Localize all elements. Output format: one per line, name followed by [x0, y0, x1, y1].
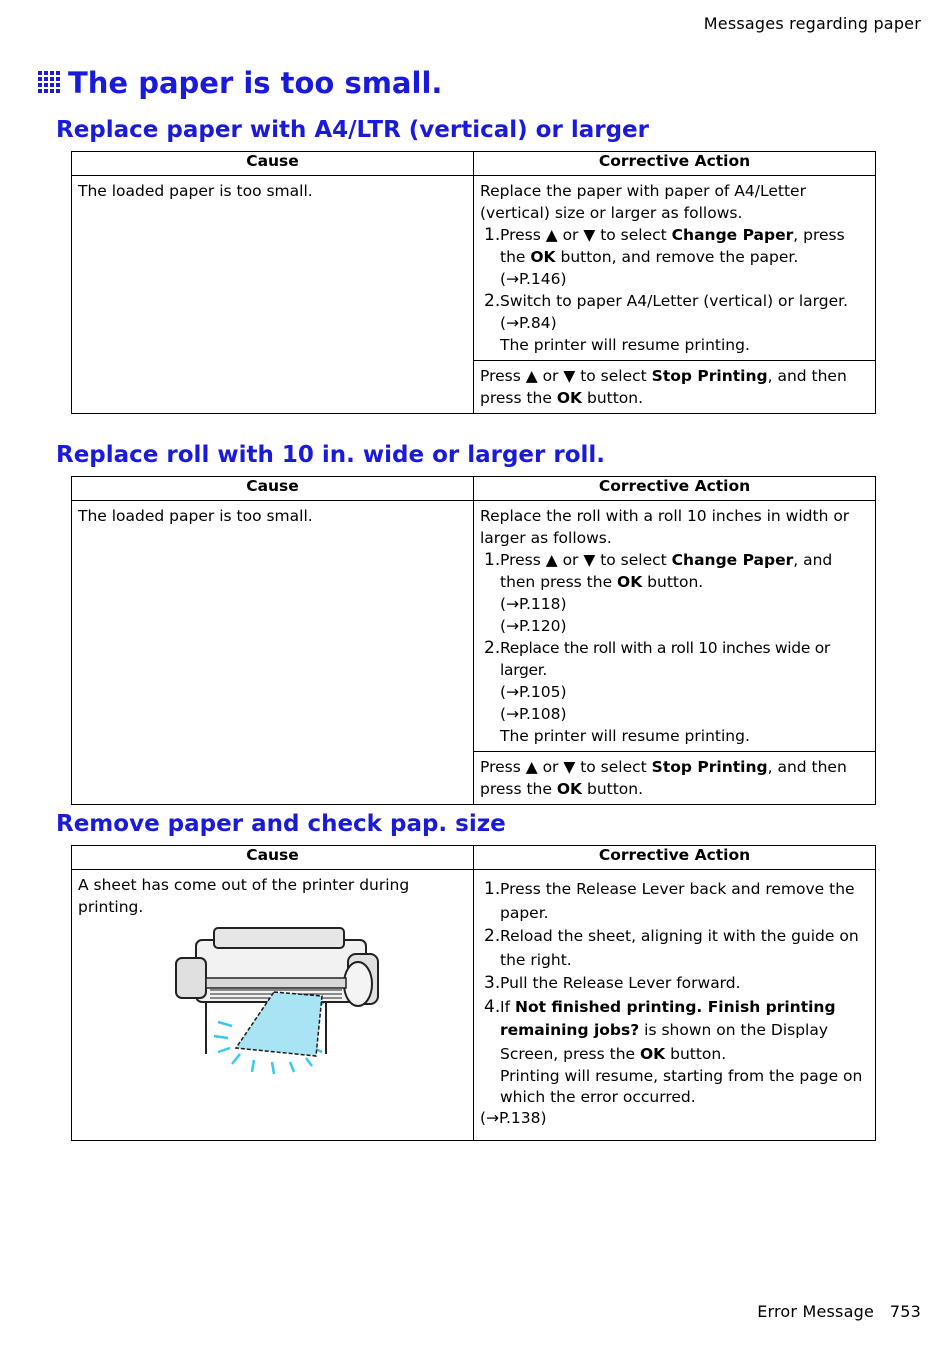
error-table-1 [71, 151, 876, 414]
section-title-3: Remove paper and check pap. size [56, 811, 506, 837]
page-ref-link[interactable]: (→P.105) [500, 683, 567, 701]
list-item: 1. Press the Release Lever back and remove the paper. [484, 879, 855, 922]
action-intro: Replace the roll with a roll 10 inches in width or larger as follows. [480, 507, 850, 547]
section-title-1: Replace paper with A4/LTR (vertical) or larger [56, 117, 649, 143]
page-title-text: The paper is too small. [68, 66, 443, 100]
list-item: 4. If Not finished printing. Finish printing remaining jobs? is shown on the Display Screen, press the OK button. Printing will resume, starting from the page on which the error occurred. [480, 996, 869, 1109]
page-footer [757, 1302, 921, 1321]
action-cell [474, 501, 876, 752]
action-cell [474, 870, 876, 1141]
cause-cell [72, 870, 474, 1141]
page-title [38, 66, 442, 100]
col-header-action: Corrective Action [474, 846, 876, 870]
steps-list [480, 878, 869, 1108]
alt-action-cell: Press ▲ or ▼ to select Stop Printing, and then press the OK button. [474, 361, 876, 414]
section-title-2: Replace roll with 10 in. wide or larger roll. [56, 442, 606, 468]
steps-list [480, 549, 869, 747]
page-ref-link[interactable]: (→P.146) [500, 270, 567, 288]
col-header-cause: Cause [72, 152, 474, 176]
list-item: 2. Switch to paper A4/Letter (vertical) or larger. (→P.84) The printer will resume printing. [480, 290, 869, 356]
list-item: 2. Reload the sheet, aligning it with the guide on the right. [484, 926, 859, 969]
page-ref-link[interactable]: (→P.118) [500, 595, 567, 613]
list-item: 1. Press ▲ or ▼ to select Change Paper, and then press the OK button. (→P.118) (→P.120) [480, 549, 869, 637]
list-item: 2. Replace the roll with a roll 10 inches wide or larger. (→P.105) (→P.108) The printer will resume printing. [480, 637, 869, 747]
cause-cell: The loaded paper is too small. [72, 501, 474, 805]
error-table-2 [71, 476, 876, 805]
running-header: Messages regarding paper [703, 14, 921, 33]
action-cell [474, 176, 876, 361]
col-header-action: Corrective Action [474, 477, 876, 501]
steps-list [480, 224, 869, 356]
col-header-cause: Cause [72, 477, 474, 501]
page-ref-link[interactable]: (→P.84) [500, 314, 557, 332]
step-note: Printing will resume, starting from the page on which the error occurred. [500, 1067, 863, 1106]
page-ref-link[interactable]: (→P.108) [500, 705, 567, 723]
step-note: The printer will resume printing. [500, 727, 750, 745]
list-item: 1. Press ▲ or ▼ to select Change Paper, press the OK button, and remove the paper. (→P.146) [480, 224, 869, 290]
cause-text: A sheet has come out of the printer during printing. [78, 876, 410, 916]
footer-label: Error Message [757, 1302, 874, 1321]
step-note: The printer will resume printing. [500, 336, 750, 354]
alt-action-cell: Press ▲ or ▼ to select Stop Printing, and then press the OK button. [474, 752, 876, 805]
error-table-3 [71, 845, 876, 1141]
grid-icon [38, 71, 62, 95]
col-header-action: Corrective Action [474, 152, 876, 176]
action-intro: Replace the paper with paper of A4/Letter (vertical) size or larger as follows. [480, 182, 806, 222]
cause-cell: The loaded paper is too small. [72, 176, 474, 414]
list-item: 3. Pull the Release Lever forward. [484, 973, 741, 993]
printer-illustration [166, 924, 386, 1074]
page-ref-link[interactable]: (→P.138) [480, 1109, 547, 1127]
page-number: 753 [889, 1302, 921, 1321]
page-ref-link[interactable]: (→P.120) [500, 617, 567, 635]
col-header-cause: Cause [72, 846, 474, 870]
